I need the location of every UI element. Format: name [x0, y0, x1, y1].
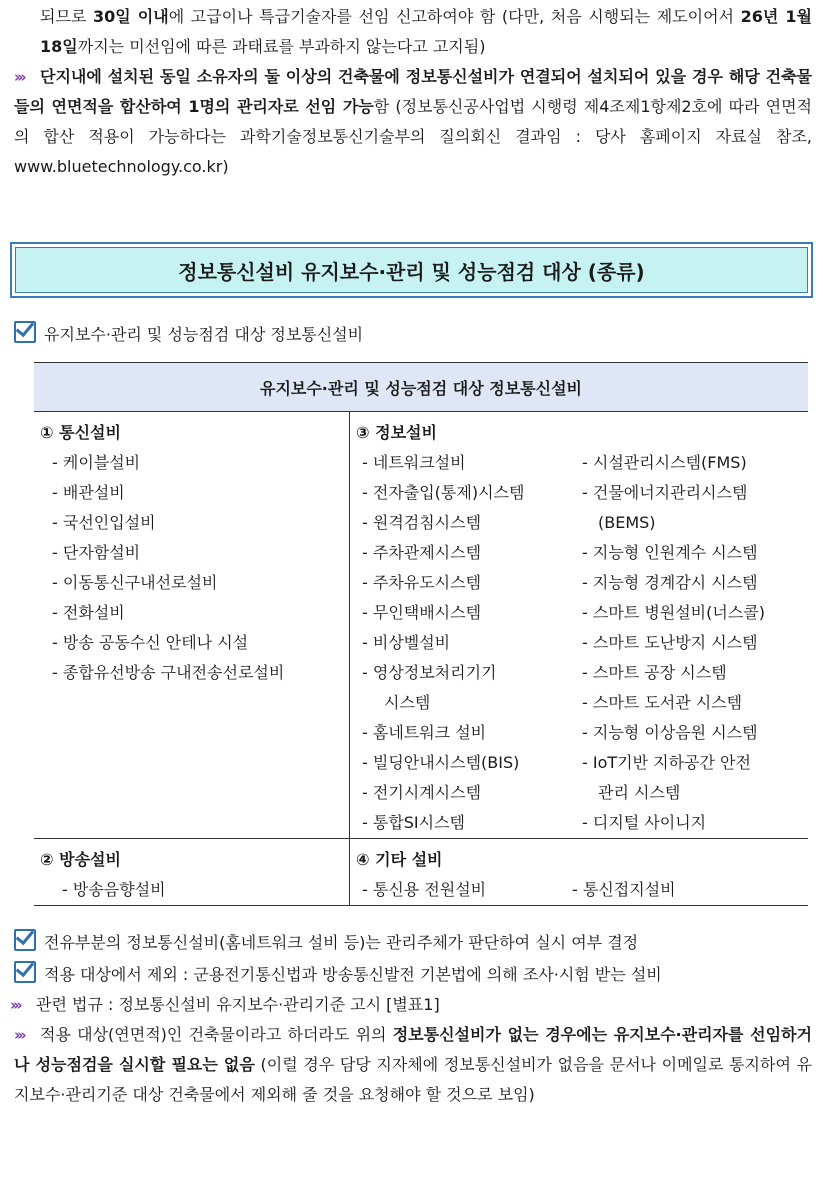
facility-table — [34, 362, 808, 906]
list-item: - IoT기반 지하공간 안전 — [582, 753, 751, 772]
arrow-text: 관련 법규 : 정보통신설비 유지보수·관리기준 고시 [별표1] — [36, 995, 440, 1014]
list-item: - 디지털 사이니지 — [582, 813, 707, 832]
text-run: 적용 대상(연면적)인 건축물이라고 하더라도 위의 — [40, 1025, 393, 1044]
list-item: - 전자출입(통제)시스템 — [362, 483, 525, 502]
other-list-col1 — [350, 875, 572, 905]
section-title: ③ 정보설비 — [356, 423, 437, 442]
triple-chevron-icon: ››› — [10, 996, 20, 1014]
list-item: - 통합SI시스템 — [362, 813, 466, 832]
check-text: 유지보수·관리 및 성능점검 대상 정보통신설비 — [44, 325, 364, 344]
list-item: - 배관설비 — [52, 483, 125, 502]
arrow-line-1 — [10, 990, 440, 1020]
section-telecom — [34, 412, 350, 839]
list-item: - 빌딩안내시스템(BIS) — [362, 753, 520, 772]
checkbox-icon — [14, 929, 36, 951]
text-bold: 30일 이내 — [92, 7, 169, 26]
list-item: - 비상벨설비 — [362, 633, 451, 652]
checkbox-icon — [14, 961, 36, 983]
section-title: ② 방송설비 — [40, 850, 121, 869]
check-text: 전유부분의 정보통신설비(홈네트워크 설비 등)는 관리주체가 판단하여 실시 여부 결정 — [44, 933, 639, 952]
info-list-col1 — [350, 448, 582, 838]
list-item: - 지능형 이상음원 시스템 — [582, 723, 758, 742]
table-row — [34, 839, 808, 906]
list-item: - 단자함설비 — [52, 543, 141, 562]
list-item: - 국선인입설비 — [52, 513, 156, 532]
check-line-3 — [10, 960, 662, 990]
section-banner — [10, 242, 813, 298]
list-item: - 지능형 경계감시 시스템 — [582, 573, 758, 592]
broadcast-list — [34, 875, 349, 905]
info-list-col2 — [582, 448, 808, 838]
text-bold: 단지내에 설치된 동일 소유자의 둘 이상의 건축물에 정보통신설비가 연결되어 설치되어 있을 경우 해당 건축물들의 연면적을 합산하여 1명의 관리자로 선임 가능 — [14, 67, 812, 116]
list-item-continuation: (BEMS) — [598, 513, 656, 532]
other-list-col2 — [572, 875, 676, 905]
section-other — [350, 839, 809, 906]
triple-chevron-icon: ››› — [14, 1026, 24, 1044]
text-run: 까지는 미선임에 따른 과태료를 부과하지 않는다고 고지됨) — [77, 37, 486, 56]
list-item: - 주차관제시스템 — [362, 543, 482, 562]
text-bold: 26년 1월 18일 — [40, 7, 812, 56]
text-run: 에 고급이나 특급기술자를 선임 신고하여야 함 (다만, 처음 시행되는 제도이어서 — [168, 7, 741, 26]
telecom-list — [34, 448, 349, 688]
arrow-paragraph-2 — [14, 1020, 812, 1110]
list-item: - 전기시계시스템 — [362, 783, 482, 802]
section-title: ④ 기타 설비 — [356, 850, 443, 869]
check-line-2 — [10, 928, 638, 958]
check-line-1 — [10, 320, 363, 350]
list-item: - 지능형 인원계수 시스템 — [582, 543, 758, 562]
text-bold: 정보통신설비가 없는 경우에는 유지보수·관리자를 선임하거나 성능점검을 실시할 필요는 없음 — [14, 1025, 812, 1074]
check-text: 적용 대상에서 제외 : 군용전기통신법과 방송통신발전 기본법에 의해 조사·시험 받는 설비 — [44, 965, 662, 984]
list-item: - 영상정보처리기기 — [362, 663, 497, 682]
list-item: - 통신접지설비 — [572, 880, 676, 899]
list-item: - 무인택배시스템 — [362, 603, 482, 622]
list-item: - 방송음향설비 — [62, 880, 166, 899]
list-item-continuation: 관리 시스템 — [598, 783, 681, 802]
list-item: - 방송 공동수신 안테나 시설 — [52, 633, 249, 652]
list-item: - 시설관리시스템(FMS) — [582, 453, 747, 472]
intro-paragraph-2 — [14, 62, 812, 182]
list-item: - 케이블설비 — [52, 453, 141, 472]
text-run: (이럴 경우 담당 지자체에 정보통신설비가 없음을 문서나 이메일로 통지하여 유지보수·관리기준 대상 건축물에서 제외해 줄 것을 요청해야 할 것으로 보임) — [14, 1055, 813, 1104]
section-information — [350, 412, 809, 839]
list-item: - 스마트 공장 시스템 — [582, 663, 727, 682]
section-title: ① 통신설비 — [40, 423, 121, 442]
text-run: 되므로 — [40, 7, 93, 26]
text-run: 함 (정보통신공사업법 시행령 제4조제1항제2호에 따라 연면적의 합산 적용이 가능하다는 과학기술정보통신기술부의 질의회신 결과임 : 당사 홈페이지 자료실 참조, www.bluetechnology.co.kr) — [14, 97, 812, 176]
list-item: - 주차유도시스템 — [362, 573, 482, 592]
list-item: - 통신용 전원설비 — [362, 880, 487, 899]
list-item: - 네트워크설비 — [362, 453, 466, 472]
checkbox-icon — [14, 321, 36, 343]
section-broadcast — [34, 839, 350, 906]
list-item: - 이동통신구내선로설비 — [52, 573, 218, 592]
list-item: - 스마트 도서관 시스템 — [582, 693, 743, 712]
list-item: - 건물에너지관리시스템 — [582, 483, 748, 502]
list-item-continuation: 시스템 — [384, 693, 431, 712]
list-item: - 종합유선방송 구내전송선로설비 — [52, 663, 285, 682]
triple-chevron-icon: ››› — [14, 68, 24, 86]
list-item: - 스마트 도난방지 시스템 — [582, 633, 758, 652]
list-item: - 홈네트워크 설비 — [362, 723, 487, 742]
table-header: 유지보수·관리 및 성능점검 대상 정보통신설비 — [34, 363, 808, 412]
list-item: - 스마트 병원설비(너스콜) — [582, 603, 765, 622]
table-row — [34, 412, 808, 839]
list-item: - 전화설비 — [52, 603, 125, 622]
intro-paragraph-1 — [14, 2, 812, 62]
banner-title: 정보통신설비 유지보수·관리 및 성능점검 대상 (종류) — [15, 247, 808, 293]
list-item: - 원격검침시스템 — [362, 513, 482, 532]
